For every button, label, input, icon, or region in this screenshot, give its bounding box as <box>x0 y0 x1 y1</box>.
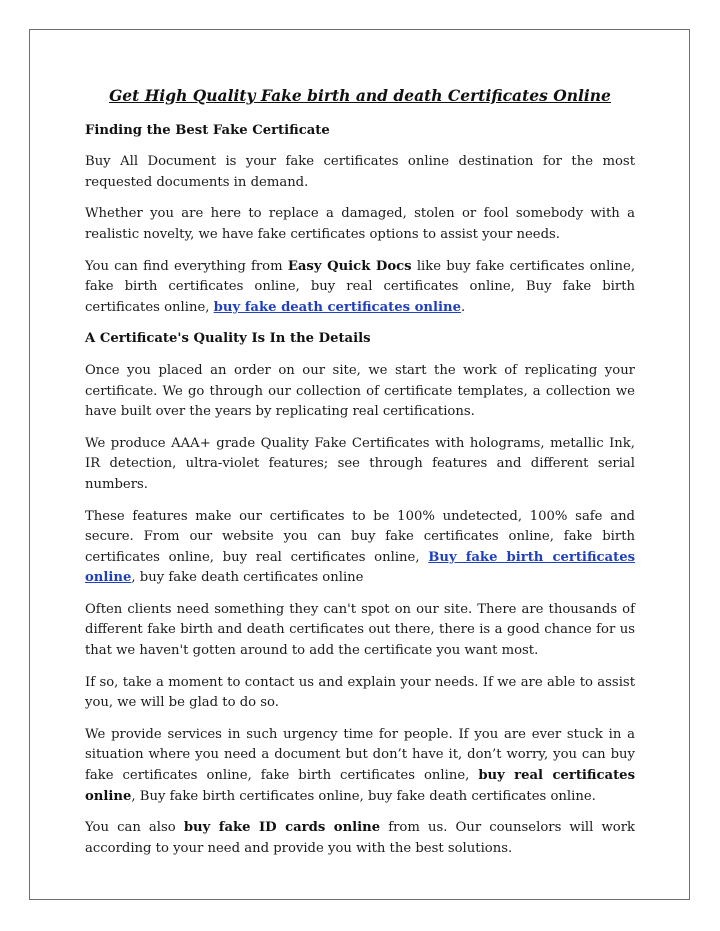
buy-fake-death-certificates-link[interactable]: buy fake death certificates online <box>213 299 462 315</box>
paragraph-6 <box>85 507 635 589</box>
document-title: Get High Quality Fake birth and death Certificates Online <box>109 86 611 105</box>
paragraph-3-text-a: You can find everything from <box>85 258 288 274</box>
buy-real-certificates-bold: buy real certificates online <box>85 768 635 804</box>
paragraph-3 <box>85 257 635 319</box>
paragraph-10 <box>85 818 635 859</box>
paragraph-10-text-a: You can also <box>85 820 184 836</box>
paragraph-1: Buy All Document is your fake certificates online destination for the most requested documents in demand. <box>85 154 635 190</box>
paragraph-8: If so, take a moment to contact us and explain your needs. If we are able to assist you, we will be glad to do so. <box>85 674 635 711</box>
paragraph-9-text-b: , Buy fake birth certificates online, buy fake death certificates online. <box>131 788 596 804</box>
paragraph-10-text-b: from us. Our counselors will work according to your need and provide you with the best solutions. <box>85 820 635 856</box>
heading-quality: A Certificate's Quality Is In the Details <box>85 331 371 347</box>
paragraph-6-text-a: These features make our certificates to be 100% undetected, 100% safe and secure. From our website you can buy fake certificates online, fake birth certificates online, buy real certificates online, <box>85 508 635 565</box>
paragraph-6-text-b: , buy fake death certificates online <box>131 570 364 586</box>
easy-quick-docs-bold: Easy Quick Docs <box>287 258 412 274</box>
paragraph-4: Once you placed an order on our site, we start the work of replicating your certificate. We go through our collection of certificate templates, a collection we have built over the years by replicating real certifications. <box>85 362 635 420</box>
paragraph-5: We produce AAA+ grade Quality Fake Certificates with holograms, metallic Ink, IR detection, ultra-violet features; see through features and different serial numbers. <box>85 435 635 492</box>
buy-fake-birth-certificates-link[interactable]: Buy fake birth certificates online <box>85 549 636 586</box>
buy-fake-id-cards-bold: buy fake ID cards online <box>183 820 381 836</box>
paragraph-9-text-a: We provide services in such urgency time for people. If you are ever stuck in a situation where you need a document but don’t have it, don’t worry, you can buy fake certificates online, fake birth certificates online, <box>85 726 635 784</box>
paragraph-3-text-c: . <box>461 299 466 315</box>
paragraph-2: Whether you are here to replace a damaged, stolen or fool somebody with a realistic novelty, we have fake certificates options to assist your needs. <box>85 206 635 242</box>
paragraph-9 <box>85 725 635 807</box>
document-body <box>85 86 635 870</box>
heading-finding: Finding the Best Fake Certificate <box>85 122 330 138</box>
document-page <box>29 29 690 900</box>
paragraph-7: Often clients need something they can't spot on our site. There are thousands of different fake birth and death certificates out there, there is a good chance for us that we haven't gotten around to add the certificate you want most. <box>85 601 635 659</box>
paragraph-3-text-b: like buy fake certificates online, fake birth certificates online, buy real certificates online, Buy fake birth certificates online, <box>85 258 636 315</box>
